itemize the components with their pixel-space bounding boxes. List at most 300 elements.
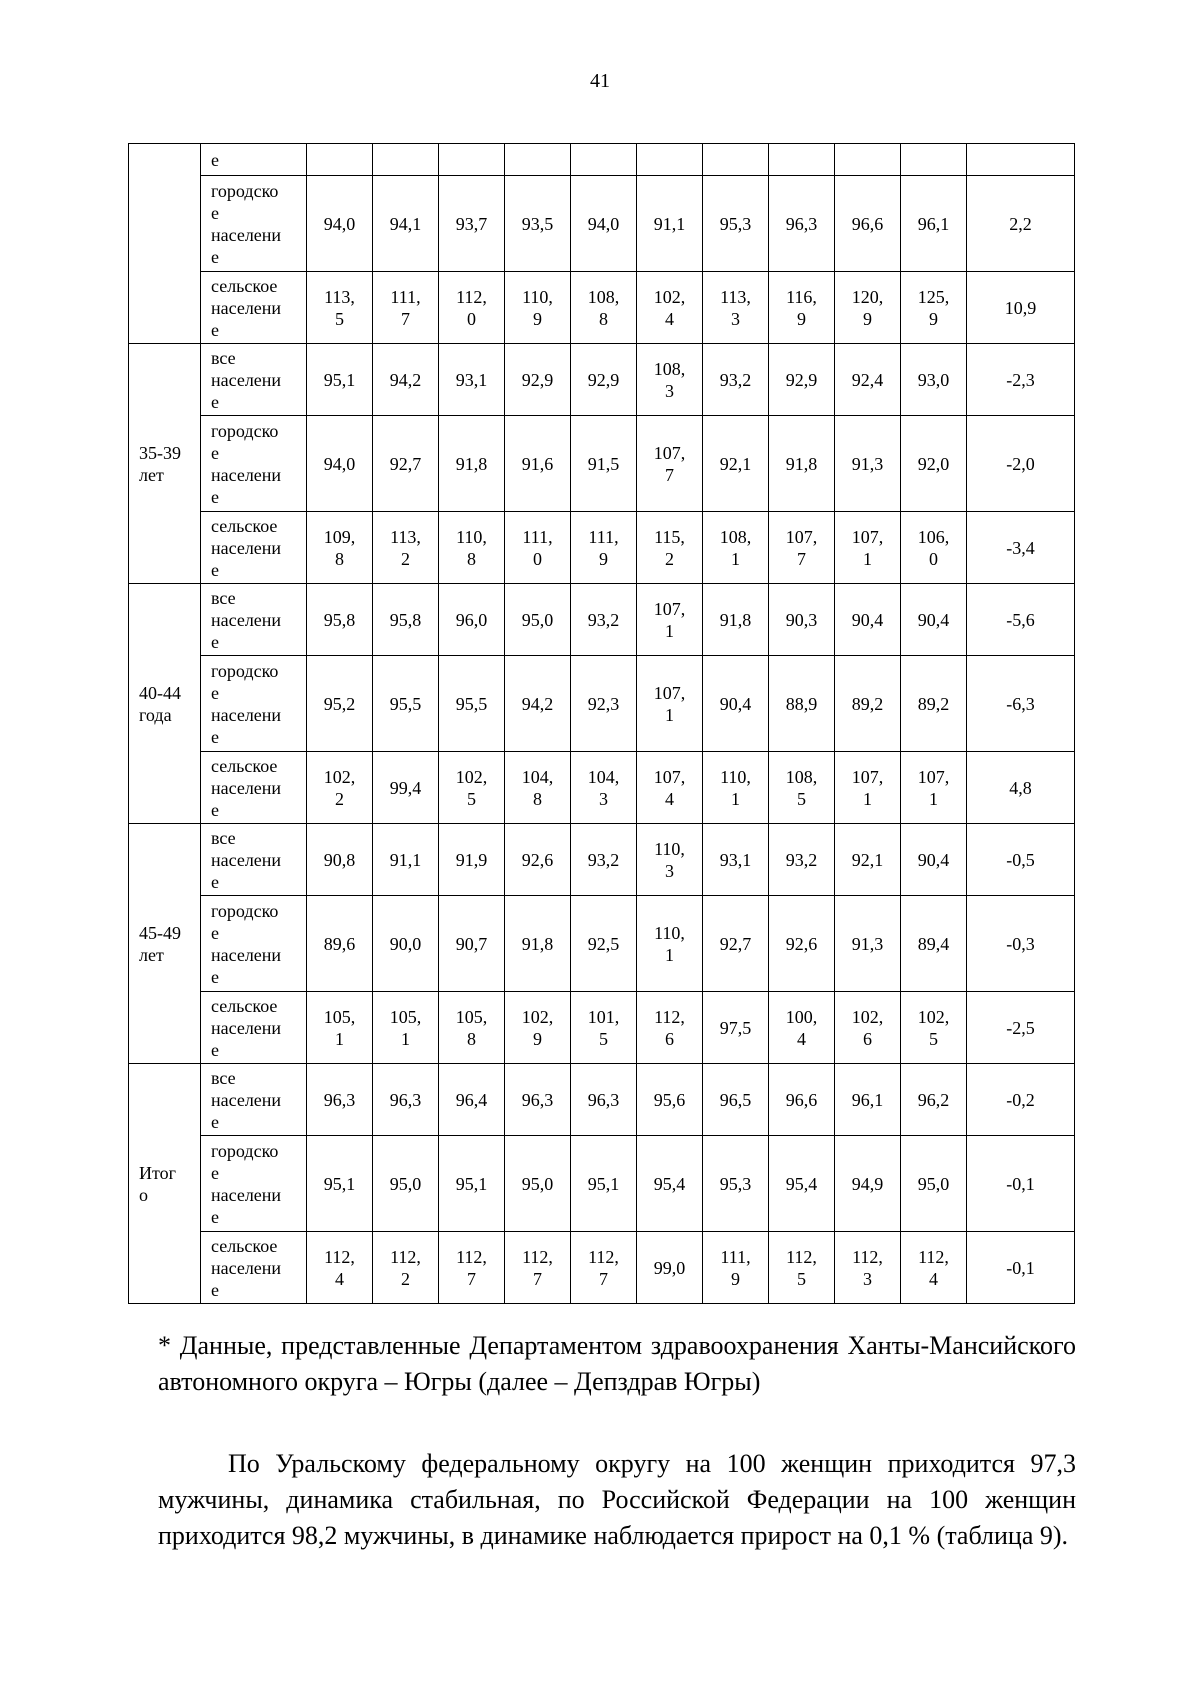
value-cell [373,1232,439,1304]
value-cell-text: 112, 5 [786,1246,817,1289]
population-type-cell-text: городско е населени е [211,900,282,987]
value-cell [505,584,571,656]
value-cell-text: 105, 8 [455,1006,488,1049]
value-cell-text: 95,8 [323,609,356,630]
population-type-cell-text: сельское населени е [211,755,282,820]
value-cell-text: 93,0 [917,369,950,390]
value-cell-text: 92,3 [587,693,620,714]
value-cell [703,584,769,656]
population-type-cell [201,896,307,992]
value-cell [637,176,703,272]
value-cell [901,1136,967,1232]
value-cell-text: 96,3 [521,1089,554,1110]
value-cell [901,896,967,992]
value-cell [571,992,637,1064]
value-cell [439,416,505,512]
table-row [129,416,1075,512]
value-cell-text: 94,0 [587,213,620,234]
value-cell [505,1136,571,1232]
value-cell-text: 95,2 [323,693,356,714]
table-row [129,824,1075,896]
value-cell-text: 95,1 [323,369,356,390]
value-cell-text: 102, 2 [323,766,356,809]
value-cell-text: 10,9 [1004,297,1037,318]
value-cell-text: 92,1 [851,849,884,870]
value-cell-text: 110, 1 [720,766,751,809]
value-cell-text: 96,6 [851,213,884,234]
value-cell-text: 91,3 [851,933,884,954]
value-cell-text: 102, 6 [851,1006,884,1049]
value-cell-text: 105, 1 [389,1006,422,1049]
value-cell [373,992,439,1064]
population-type-cell [201,584,307,656]
population-type-cell [201,992,307,1064]
value-cell-text: 105, 1 [323,1006,356,1049]
value-cell [967,824,1075,896]
value-cell-text: 102, 9 [521,1006,554,1049]
population-type-cell [201,144,307,176]
value-cell [637,1136,703,1232]
value-cell [307,1064,373,1136]
value-cell-text: 110, 9 [522,286,553,329]
value-cell-text: 108, 5 [785,766,818,809]
value-cell [571,752,637,824]
value-cell [769,656,835,752]
value-cell-text: -0,2 [1006,1089,1035,1110]
population-type-cell-text: городско е населени е [211,660,282,747]
value-cell [835,176,901,272]
value-cell [307,512,373,584]
value-cell [835,344,901,416]
value-cell [703,656,769,752]
value-cell [571,144,637,176]
value-cell-text: 99,0 [653,1257,686,1278]
age-group-cell-text: Итог о [139,1162,177,1205]
value-cell [505,824,571,896]
value-cell-text: 96,3 [587,1089,620,1110]
value-cell [637,344,703,416]
table-row [129,1064,1075,1136]
value-cell-text: 112, 0 [456,286,487,329]
value-cell [373,896,439,992]
value-cell [967,176,1075,272]
value-cell-text: 90,7 [455,933,488,954]
value-cell-text: 111, 9 [588,526,619,569]
value-cell [637,416,703,512]
value-cell-text: 92,0 [917,453,950,474]
value-cell-text: 2,2 [1009,213,1032,234]
value-cell-text: 108, 8 [587,286,620,329]
table-row [129,1136,1075,1232]
value-cell [835,1232,901,1304]
value-cell-text: 92,9 [587,369,620,390]
value-cell [967,512,1075,584]
table-row [129,176,1075,272]
value-cell [307,752,373,824]
value-cell [967,1232,1075,1304]
value-cell [505,144,571,176]
value-cell-text: 90,3 [785,609,818,630]
value-cell [637,992,703,1064]
value-cell [637,896,703,992]
value-cell-text: 90,4 [719,693,752,714]
table-row [129,512,1075,584]
value-cell [307,824,373,896]
value-cell-text: -0,3 [1006,933,1035,954]
value-cell-text: 107, 1 [653,598,686,641]
value-cell-text: 111, 0 [522,526,553,569]
value-cell [571,656,637,752]
population-type-cell-text: сельское населени е [211,1235,282,1300]
value-cell [967,1064,1075,1136]
value-cell-text: 93,1 [455,369,488,390]
population-type-cell [201,824,307,896]
value-cell [439,144,505,176]
value-cell [769,176,835,272]
value-cell [373,1064,439,1136]
value-cell-text: 93,7 [455,213,488,234]
value-cell-text: 94,1 [389,213,422,234]
value-cell-text: 90,4 [917,609,950,630]
value-cell [307,584,373,656]
value-cell [571,416,637,512]
value-cell [967,344,1075,416]
value-cell-text: 89,2 [851,693,884,714]
value-cell-text: 91,8 [785,453,818,474]
value-cell [505,896,571,992]
value-cell [505,344,571,416]
value-cell-text: 113, 5 [324,286,355,329]
table-row [129,1232,1075,1304]
value-cell [901,144,967,176]
age-group-cell-text: 40-44 года [139,682,181,725]
population-type-cell-text: все населени е [211,827,282,892]
value-cell-text: 93,2 [785,849,818,870]
value-cell-text: 93,2 [587,849,620,870]
value-cell-text: 108, 3 [653,358,686,401]
value-cell-text: 107, 1 [851,766,884,809]
value-cell [439,1136,505,1232]
value-cell-text: 125, 9 [917,286,950,329]
value-cell-text: 102, 5 [917,1006,950,1049]
value-cell-text: 96,5 [719,1089,752,1110]
value-cell-text: 91,1 [653,213,686,234]
value-cell [703,272,769,344]
value-cell-text: 95,3 [719,213,752,234]
value-cell [901,1232,967,1304]
value-cell-text: 99,4 [389,777,422,798]
value-cell-text: 94,2 [389,369,422,390]
value-cell-text: 91,9 [455,849,488,870]
value-cell-text: 94,9 [851,1173,884,1194]
age-group-cell-text: 45-49 лет [139,922,181,965]
value-cell [307,344,373,416]
value-cell-text: 4,8 [1009,777,1032,798]
value-cell [505,656,571,752]
value-cell-text: 90,0 [389,933,422,954]
value-cell-text: 102, 5 [455,766,488,809]
population-type-cell-text: городско е населени е [211,1140,282,1227]
value-cell-text: 110, 8 [456,526,487,569]
value-cell-text: 90,4 [851,609,884,630]
value-cell [901,416,967,512]
value-cell-text: 95,6 [653,1089,686,1110]
value-cell [901,824,967,896]
value-cell-text: -5,6 [1006,609,1035,630]
value-cell [373,344,439,416]
value-cell [835,1064,901,1136]
value-cell [373,416,439,512]
value-cell [505,416,571,512]
population-type-cell [201,272,307,344]
value-cell [373,144,439,176]
value-cell [505,272,571,344]
value-cell [439,512,505,584]
value-cell [373,584,439,656]
value-cell [505,752,571,824]
value-cell-text: 95,0 [389,1173,422,1194]
value-cell [571,584,637,656]
value-cell-text: 95,4 [785,1173,818,1194]
value-cell-text: 91,8 [455,453,488,474]
table-body [129,144,1075,1304]
value-cell [835,824,901,896]
value-cell-text: 112, 7 [588,1246,619,1289]
value-cell-text: 92,4 [851,369,884,390]
value-cell [571,344,637,416]
page-number: 41 [590,70,610,92]
value-cell [637,1232,703,1304]
table-row [129,344,1075,416]
population-type-cell-text: городско е населени е [211,420,282,507]
table-row [129,272,1075,344]
table-row [129,144,1075,176]
population-type-cell [201,416,307,512]
value-cell [637,752,703,824]
value-cell-text: 92,6 [785,933,818,954]
value-cell [901,584,967,656]
value-cell [901,752,967,824]
table-footnote: * Данные, представленные Департаментом здравоохранения Ханты-Мансийского автономного округа – Югры (далее – Депздрав Югры) [158,1331,1076,1396]
value-cell [901,344,967,416]
value-cell [373,512,439,584]
value-cell [571,176,637,272]
value-cell [439,584,505,656]
value-cell [637,512,703,584]
value-cell-text: -2,3 [1006,369,1035,390]
value-cell [439,272,505,344]
value-cell-text: 95,5 [389,693,422,714]
value-cell [769,512,835,584]
population-type-cell-text: все населени е [211,587,282,652]
value-cell-text: 92,6 [521,849,554,870]
value-cell-text: 107, 1 [917,766,950,809]
value-cell-text: 94,2 [521,693,554,714]
value-cell [373,176,439,272]
population-type-cell [201,1064,307,1136]
value-cell-text: 112, 2 [390,1246,421,1289]
value-cell-text: -2,0 [1006,453,1035,474]
value-cell-text: 102, 4 [653,286,686,329]
value-cell-text: 113, 3 [720,286,751,329]
value-cell [307,896,373,992]
value-cell [769,896,835,992]
value-cell-text: 113, 2 [390,526,421,569]
value-cell [637,1064,703,1136]
population-type-cell-text: все населени е [211,347,282,412]
value-cell [967,584,1075,656]
population-type-cell [201,1136,307,1232]
value-cell-text: -0,5 [1006,849,1035,870]
value-cell-text: 109, 8 [323,526,356,569]
value-cell [571,896,637,992]
value-cell [835,144,901,176]
value-cell [835,1136,901,1232]
value-cell-text: 96,0 [455,609,488,630]
value-cell-text: 107, 7 [653,442,686,485]
value-cell-text: 88,9 [785,693,818,714]
table-row [129,656,1075,752]
value-cell [439,1232,505,1304]
value-cell-text: 92,7 [719,933,752,954]
value-cell [439,656,505,752]
value-cell [571,1232,637,1304]
value-cell [373,824,439,896]
age-group-cell [129,584,201,824]
value-cell [571,1064,637,1136]
value-cell-text: 116, 9 [786,286,817,329]
value-cell-text: 91,6 [521,453,554,474]
value-cell-text: 95,0 [917,1173,950,1194]
value-cell [637,272,703,344]
value-cell [769,344,835,416]
value-cell-text: -0,1 [1006,1257,1035,1278]
value-cell-text: -6,3 [1006,693,1035,714]
value-cell [769,584,835,656]
value-cell [901,992,967,1064]
value-cell-text: 95,1 [455,1173,488,1194]
value-cell [373,752,439,824]
value-cell-text: 95,5 [455,693,488,714]
value-cell [571,272,637,344]
table-row [129,584,1075,656]
value-cell [901,656,967,752]
value-cell [769,824,835,896]
value-cell [769,272,835,344]
value-cell-text: 104, 8 [521,766,554,809]
value-cell-text: 92,1 [719,453,752,474]
value-cell-text: 101, 5 [587,1006,620,1049]
value-cell-text: 94,0 [323,213,356,234]
value-cell [901,512,967,584]
value-cell [505,176,571,272]
value-cell-text: 112, 7 [522,1246,553,1289]
value-cell [703,144,769,176]
value-cell-text: 91,3 [851,453,884,474]
value-cell-text: 120, 9 [851,286,884,329]
value-cell [307,1232,373,1304]
value-cell-text: -0,1 [1006,1173,1035,1194]
value-cell-text: 111, 9 [720,1246,751,1289]
value-cell-text: 95,0 [521,1173,554,1194]
value-cell [703,1064,769,1136]
value-cell [967,992,1075,1064]
value-cell-text: 90,8 [323,849,356,870]
value-cell-text: 96,1 [917,213,950,234]
value-cell-text: 112, 6 [654,1006,685,1049]
value-cell-text: 91,1 [389,849,422,870]
value-cell-text: 95,1 [323,1173,356,1194]
value-cell [307,144,373,176]
value-cell-text: 91,8 [521,933,554,954]
value-cell [967,1136,1075,1232]
value-cell-text: 112, 7 [456,1246,487,1289]
table-row [129,992,1075,1064]
value-cell [967,272,1075,344]
value-cell [439,752,505,824]
value-cell-text: 115, 2 [654,526,685,569]
value-cell-text: 95,1 [587,1173,620,1194]
value-cell-text: 107, 4 [653,766,686,809]
value-cell [835,992,901,1064]
value-cell [835,512,901,584]
value-cell-text: 112, 4 [324,1246,355,1289]
value-cell [571,512,637,584]
table-row [129,896,1075,992]
age-group-cell [129,144,201,344]
value-cell-text: 92,7 [389,453,422,474]
value-cell [835,416,901,512]
value-cell [769,144,835,176]
population-type-cell [201,176,307,272]
value-cell [571,824,637,896]
value-cell [439,992,505,1064]
population-type-cell-text: сельское населени е [211,995,282,1060]
value-cell [439,176,505,272]
value-cell [439,896,505,992]
population-type-cell [201,1232,307,1304]
value-cell [769,1064,835,1136]
value-cell-text: 96,6 [785,1089,818,1110]
value-cell [967,144,1075,176]
value-cell-text: 104, 3 [587,766,620,809]
value-cell [703,752,769,824]
value-cell-text: -2,5 [1006,1017,1035,1038]
value-cell [307,272,373,344]
value-cell [307,416,373,512]
value-cell [637,584,703,656]
value-cell [505,512,571,584]
age-group-cell [129,824,201,1064]
population-type-cell-text: все населени е [211,1067,282,1132]
value-cell [703,896,769,992]
value-cell-text: -3,4 [1006,537,1035,558]
value-cell [703,344,769,416]
value-cell [373,656,439,752]
value-cell-text: 96,4 [455,1089,488,1110]
value-cell-text: 112, 3 [852,1246,883,1289]
value-cell-text: 96,2 [917,1089,950,1110]
value-cell [703,1232,769,1304]
value-cell [307,992,373,1064]
value-cell [505,1064,571,1136]
value-cell-text: 92,9 [785,369,818,390]
value-cell-text: 96,1 [851,1089,884,1110]
population-type-cell [201,512,307,584]
value-cell-text: 107, 1 [653,682,686,725]
population-type-cell-text: городско е населени е [211,180,282,267]
value-cell-text: 110, 3 [654,838,685,881]
